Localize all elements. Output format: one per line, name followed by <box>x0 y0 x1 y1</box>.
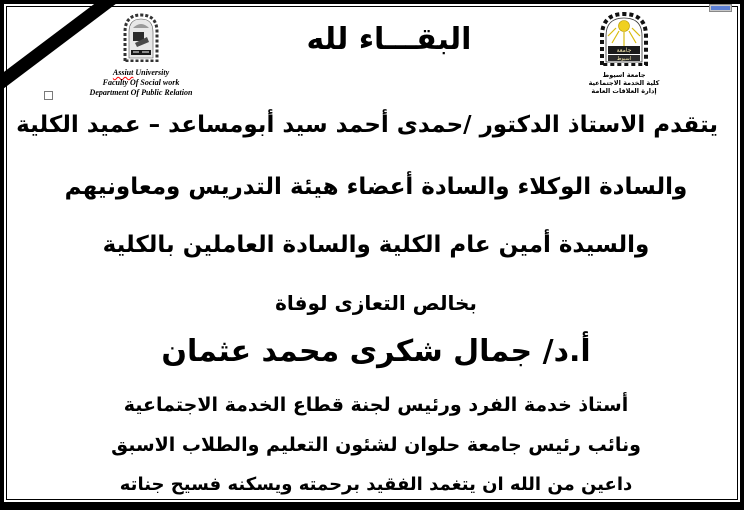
body-line-prayer: داعين من الله ان يتغمد الفقيد برحمته ويسكنه فسيح جناته <box>119 474 633 495</box>
left-logo-line3: Department Of Public Relation <box>89 88 193 97</box>
right-logo-block <box>569 10 679 95</box>
left-logo-university-word1: Assiut <box>112 68 134 77</box>
left-logo-line2: Faculty Of Social work <box>102 78 180 87</box>
university-emblem-left-icon <box>121 12 161 66</box>
body-line-vice-deans: والسادة الوكلاء والسادة أعضاء هيئة التدريس ومعاونيهم <box>64 174 688 200</box>
svg-text:اسيوط: اسيوط <box>616 56 632 62</box>
left-logo-university-word2: University <box>135 68 170 77</box>
university-emblem-right-icon <box>595 47 653 70</box>
right-logo-line1: جامعة اسيوط <box>602 71 646 79</box>
left-logo-block <box>66 12 216 98</box>
left-logo-caption <box>66 68 216 98</box>
right-logo-line2: كلية الخدمة الاجتماعية <box>588 79 660 87</box>
right-logo-caption <box>569 71 679 95</box>
empty-square-marker-icon <box>44 91 53 100</box>
svg-text:جامعة: جامعة <box>616 47 632 54</box>
body-line-deceased-title2: ونائب رئيس جامعة حلوان لشئون التعليم والطلاب الاسبق <box>111 434 641 456</box>
body-line-condolence-phrase: بخالص التعازى لوفاة <box>275 291 477 315</box>
body-line-deceased-title1: أستاذ خدمة الفرد ورئيس لجنة قطاع الخدمة الاجتماعية <box>123 394 629 416</box>
left-logo-line1 <box>66 68 216 78</box>
clipped-blue-icon <box>709 4 732 12</box>
body-line-presenter: يتقدم الاستاذ الدكتور /حمدى أحمد سيد أبومساعد – عميد الكلية <box>16 112 718 138</box>
body-line-deceased-name: أ.د/ جمال شكرى محمد عثمان <box>161 334 591 369</box>
page-title: البقـــاء لله <box>306 22 472 57</box>
right-logo-line3: إدارة العلاقات العامة <box>591 87 657 95</box>
clipped-blue-fill <box>711 6 730 10</box>
body-line-staff: والسيدة أمين عام الكلية والسادة العاملين بالكلية <box>102 232 650 258</box>
